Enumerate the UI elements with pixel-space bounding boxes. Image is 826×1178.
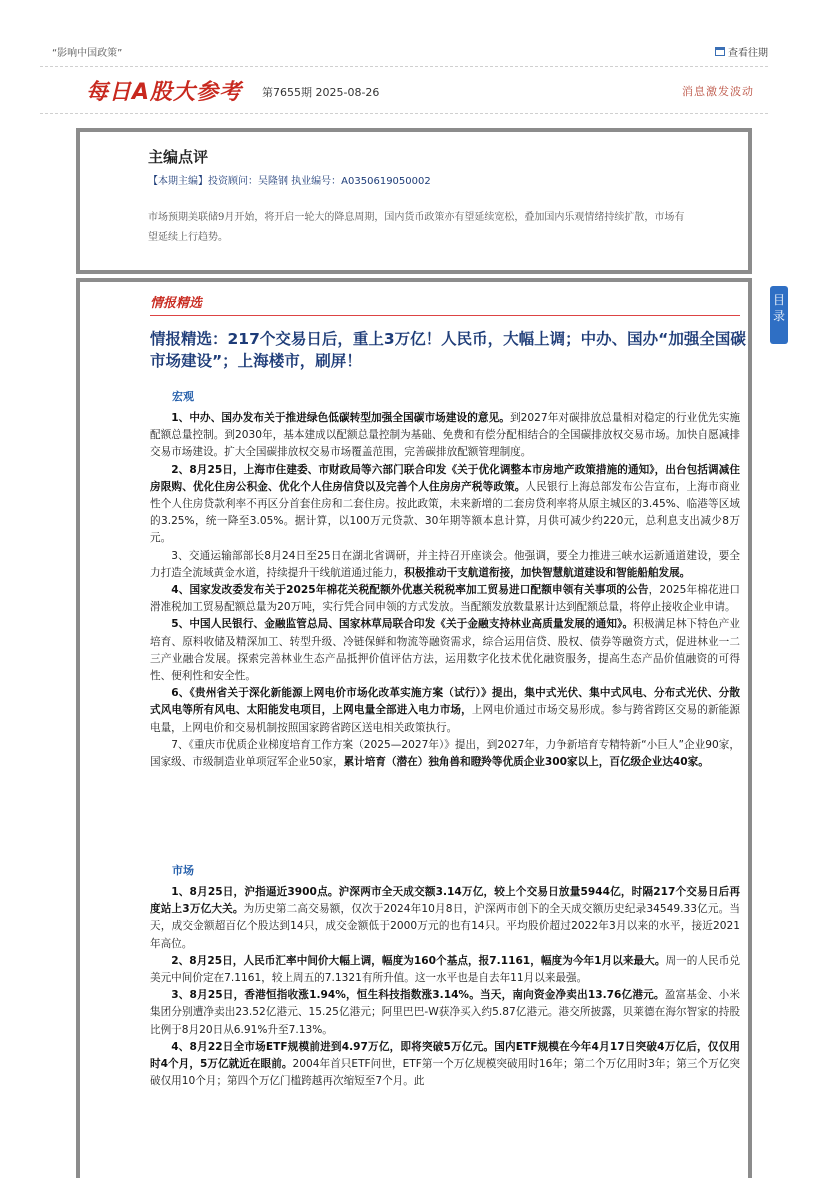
item-highlight: 2、8月25日，人民币汇率中间价大幅上调，幅度为160个基点，报7.1161，幅度为今年1月以来最大。 xyxy=(171,954,666,967)
top-note: “影响中国政策” xyxy=(52,48,123,59)
item-text: 为历史第二高交易额，仅次于2024年10月8日，沪深两市创下的全天成交额历史纪录34549.33亿元。当天，成交金额超百亿个股达到14只，成交金额低于2000万元的也有14只。平均股价超过2022年3月以来的水平，接近2021年高位。 xyxy=(150,903,740,950)
issue-info: 第7655期 2025-08-26 xyxy=(262,86,380,99)
item-text: 到2027年对碳排放总量相对稳定的行业优先实施配额总量控制。到2030年，基本建成以配额总量控制为基础、免费和有偿分配相结合的全国碳排放权交易市场。加快自愿减排交易市场建设。扩大全国碳排放权交易市场覆盖范围，完善碳排放配额管理制度。 xyxy=(150,412,740,459)
item-highlight: 4、8月22日全市场ETF规模前进到4.97万亿，即将突破5万亿元。国内ETF规模在今年4月17日突破4万亿后，仅仅用时4个月，5万亿就近在眼前。 xyxy=(150,1040,740,1071)
item-highlight: 3、8月25日，香港恒指收涨1.94%，恒生科技指数涨3.14%。当天，南向资金净卖出13.76亿港元。 xyxy=(171,989,665,1002)
item-highlight: 1、中办、国办发布关于推进绿色低碳转型加强全国碳市场建设的意见。 xyxy=(171,412,510,424)
item-highlight: 5、中国人民银行、金融监管总局、国家林草局联合印发《关于金融支持林业高质量发展的通知》。 xyxy=(171,618,634,631)
editor-card xyxy=(76,128,752,274)
item-highlight: 1、8月25日，沪指逼近3900点。沪深两市全天成交额3.14万亿，较上个交易日放量5944亿，时隔217个交易日后再度站上3万亿大关。 xyxy=(150,886,740,916)
list-item xyxy=(150,410,740,462)
list-item xyxy=(150,616,740,685)
list-item xyxy=(150,953,740,987)
list-item xyxy=(150,1039,740,1091)
section-divider xyxy=(150,315,740,316)
list-item xyxy=(150,987,740,1039)
list-item xyxy=(150,582,740,616)
list-item xyxy=(150,462,740,548)
editor-comment: 市场预期美联储9月开始，将开启一轮大的降息周期，国内货币政策亦有望延续宽松，叠加国内乐观情绪持续扩散，市场有望延续上行趋势。 xyxy=(148,212,685,243)
item-text: 周一的人民币兑美元中间价定在7.1161，较上周五的7.1321有所升值。这一水平也是自去年11月以来最强。 xyxy=(150,954,740,985)
calendar-icon xyxy=(715,47,725,56)
item-highlight: 6、《贵州省关于深化新能源上网电价市场化改革实施方案（试行）》提出，集中式光伏、集中式风电、分布式光伏、分散式风电等所有风电、太阳能发电项目，上网电量全部进入电力市场， xyxy=(150,687,740,717)
item-highlight: 累计培育（潜在）独角兽和瞪羚等优质企业300家以上，百亿级企业达40家。 xyxy=(343,756,709,769)
category-macro: 宏观 xyxy=(172,390,194,403)
list-item xyxy=(150,685,740,737)
item-text: 积极满足林下特色产业培育、原料收储及精深加工、转型升级、冷链保鲜和物流等融资需求，综合运用信贷、股权、债券等融资方式，促进林业一二三产业融合发展。探索完善林业生态产品抵押价值评估方法，运用数字化技术优化融资服务，提高生态产品价值融资的可得性、便利性和安全性。 xyxy=(150,618,741,683)
masthead xyxy=(40,66,768,114)
item-text: 2004年首只ETF问世，ETF第一个万亿规模突破用时16年；第二个万亿用时3年；第三个万亿突破仅用10个月；第四个万亿门槛跨越再次缩短至7个月。此 xyxy=(150,1058,740,1088)
intel-card xyxy=(76,278,752,1178)
item-text: 上网电价通过市场交易形成。参与跨省跨区交易的新能源电量，上网电价和交易机制按照国家跨省跨区送电相关政策执行。 xyxy=(150,704,740,734)
logo: 每日A股大参考 xyxy=(86,80,243,105)
list-item xyxy=(150,884,740,953)
section-label: 情报精选 xyxy=(150,292,202,311)
macro-list xyxy=(150,410,740,771)
category-market: 市场 xyxy=(172,864,194,877)
editor-title: 主编点评 xyxy=(148,148,209,166)
item-highlight: 积极推动干支航道衔接，加快智慧航道建设和智能船舶发展。 xyxy=(404,566,691,579)
list-item xyxy=(150,737,740,771)
archive-label: 查看往期 xyxy=(728,48,768,59)
item-text: 人民银行上海总部发布公告宣布，上海市商业性个人住房贷款利率不再区分首套住房和二套住房。按此政策，未来新增的二套房贷利率将从原主城区的3.45%、临港等区域的3.25%，统一降至3.05%。据计算，以100万元贷款、30年期等额本息计算，月供可减少约220元，总利息支出减少8万元。 xyxy=(150,480,741,545)
item-text: 3、交通运输部部长8月24日至25日在湖北省调研，并主持召开座谈会。他强调，要全力推进三峡水运新通道建设，要全力打造全流域黄金水道，持续提升干线航道通过能力， xyxy=(150,549,740,579)
slogan: 消息激发波动 xyxy=(682,85,754,98)
item-highlight: 2、8月25日，上海市住建委、市财政局等六部门联合印发《关于优化调整本市房地产政策措施的通知》，出台包括调减住房限购、优化住房公积金、优化个人住房信贷以及完善个人住房房产税等政策。 xyxy=(150,463,740,493)
item-highlight: 4、国家发改委发布关于2025年棉花关税配额外优惠关税税率加工贸易进口配额申领有关事项的公告 xyxy=(171,584,649,597)
item-text: 盈富基金、小米集团分别遭净卖出23.52亿港元、15.25亿港元；阿里巴巴-W获净买入约5.87亿港元。港交所披露，贝莱德在海尔智家的持股比例于8月20日从6.91%升至7.13%。 xyxy=(150,989,741,1036)
main-title: 情报精选：217个交易日后，重上3万亿！人民币，大幅上调；中办、国办“加强全国碳市场建设”；上海楼市，刷屏！ xyxy=(150,330,746,370)
toc-button[interactable]: 目录 xyxy=(770,286,788,344)
market-list xyxy=(150,884,740,1090)
archive-link[interactable] xyxy=(715,44,768,59)
list-item xyxy=(150,548,740,582)
editor-info: 【本期主编】投资顾问：吴隆钢 执业编号：A0350619050002 xyxy=(148,176,431,187)
item-text: ，2025年棉花进口滑准税加工贸易配额总量为20万吨，实行凭合同申领的方式发放。当配额发放数量累计达到配额总量，将停止接收企业申请。 xyxy=(150,584,740,614)
item-text: 7、《重庆市优质企业梯度培育工作方案（2025—2027年）》提出，到2027年，力争新培育专精特新“小巨人”企业90家，国家级、市级制造业单项冠军企业50家， xyxy=(150,738,740,769)
